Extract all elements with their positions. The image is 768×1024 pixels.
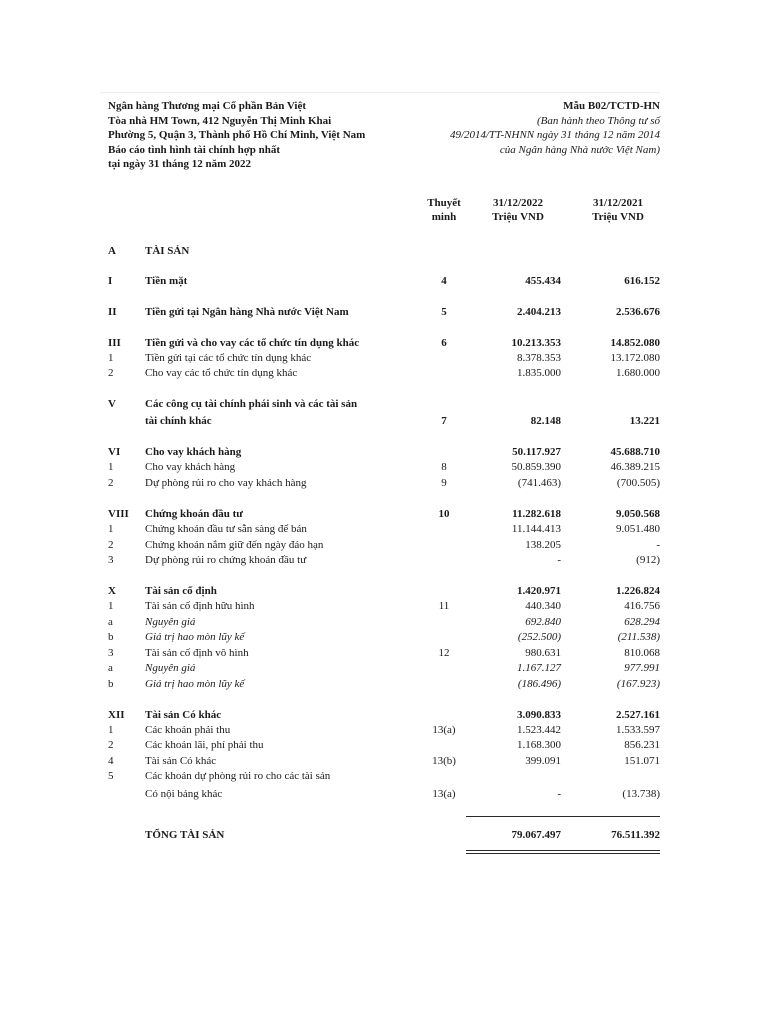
table-row — [0, 754, 768, 768]
row-code: VIII — [108, 508, 129, 520]
row-code: 2 — [108, 367, 114, 379]
table-row — [0, 522, 768, 536]
row-value-2022: (741.463) — [517, 477, 561, 489]
table-row — [0, 351, 768, 365]
row-value-2022: 2.404.213 — [517, 306, 561, 318]
table-row — [0, 244, 768, 258]
row-label: Chứng khoán đầu tư — [145, 508, 243, 520]
row-note: 12 — [438, 647, 450, 659]
row-value-2022: - — [557, 788, 561, 800]
row-label: Tiền gửi tại các tổ chức tín dụng khác — [145, 352, 312, 364]
form-regulation-line1: (Ban hành theo Thông tư số — [536, 114, 660, 127]
row-note: 11 — [438, 600, 450, 612]
row-label: Tài sản Có khác — [145, 755, 217, 767]
row-note: 9 — [441, 477, 447, 489]
row-value-2021: (700.505) — [616, 477, 660, 489]
row-label: Tài sản cố định vô hình — [145, 647, 249, 659]
row-value-2021: 9.051.480 — [616, 523, 660, 535]
row-value-2021: 977.991 — [624, 662, 660, 674]
table-row — [0, 615, 768, 629]
row-label: Tài sản Có khác — [145, 709, 222, 721]
row-code: A — [108, 245, 116, 257]
row-label: Các khoản dự phòng rủi ro cho các tài sản — [145, 770, 331, 782]
column-header-2022-unit: Triệu VND — [492, 211, 544, 223]
row-value-2021: (167.923) — [616, 678, 660, 690]
row-label: Dự phòng rủi ro cho vay khách hàng — [145, 477, 307, 489]
report-date: tại ngày 31 tháng 12 năm 2022 — [108, 158, 252, 170]
row-value-2022: 82.148 — [530, 415, 561, 427]
row-value-2022: 399.091 — [525, 755, 561, 767]
row-value-2022: 455.434 — [525, 275, 561, 287]
row-label: Nguyên giá — [145, 616, 196, 628]
row-label: Giá trị hao mòn lũy kế — [145, 631, 245, 643]
row-value-2021: (13.738) — [622, 788, 660, 800]
row-value-2021: (211.538) — [617, 631, 660, 643]
table-row — [0, 397, 768, 411]
row-value-2021: 416.756 — [624, 600, 660, 612]
row-value-2022: - — [557, 554, 561, 566]
form-regulation-line2: 49/2014/TT-NHNN ngày 31 tháng 12 năm 2014 — [449, 129, 660, 141]
row-note: 8 — [441, 461, 447, 473]
row-label: Nguyên giá — [145, 662, 196, 674]
row-note: 13(b) — [432, 755, 456, 767]
row-label: Có nội bảng khác — [145, 788, 223, 800]
row-label: Tiền gửi tại Ngân hàng Nhà nước Việt Nam — [145, 306, 349, 318]
row-code: 1 — [108, 461, 114, 473]
row-value-2021: 14.852.080 — [610, 337, 660, 349]
row-value-2021: 616.152 — [624, 275, 660, 287]
row-code: V — [108, 398, 116, 410]
total-double-rule-1 — [466, 850, 660, 851]
company-header — [108, 99, 365, 172]
row-label: TÀI SẢN — [145, 245, 190, 257]
row-note: 13(a) — [432, 788, 456, 800]
row-code: I — [108, 275, 113, 287]
table-row — [0, 414, 768, 428]
row-value-2022: (186.496) — [517, 678, 561, 690]
table-row — [0, 366, 768, 380]
row-label: TỔNG TÀI SẢN — [145, 829, 225, 841]
row-label: Các khoản lãi, phí phải thu — [145, 739, 264, 751]
company-address-line2: Phường 5, Quận 3, Thành phố Hồ Chí Minh, Việt Nam — [108, 129, 366, 141]
row-value-2021: 1.533.597 — [616, 724, 660, 736]
row-value-2021: - — [656, 539, 660, 551]
form-reference — [450, 99, 660, 157]
row-label: Cho vay khách hàng — [145, 461, 236, 473]
table-row — [0, 708, 768, 722]
column-header-2022 — [478, 196, 558, 224]
company-address-line1: Tòa nhà HM Town, 412 Nguyễn Thị Minh Khai — [108, 114, 332, 127]
row-value-2021: 1.226.824 — [616, 585, 660, 597]
table-row — [0, 584, 768, 598]
column-header-2021-unit: Triệu VND — [592, 211, 644, 223]
table-row — [0, 445, 768, 459]
table-row — [0, 723, 768, 737]
table-row — [0, 507, 768, 521]
row-label: Tiền gửi và cho vay các tổ chức tín dụng khác — [145, 337, 360, 349]
table-row — [0, 274, 768, 288]
row-note: 5 — [441, 306, 447, 318]
row-code: 3 — [108, 554, 114, 566]
company-name: Ngân hàng Thương mại Cổ phần Bản Việt — [108, 100, 307, 112]
row-value-2021: 2.527.161 — [616, 709, 660, 721]
row-note: 6 — [441, 337, 447, 349]
row-value-2021: 13.221 — [629, 415, 660, 427]
row-code: 2 — [108, 739, 114, 751]
row-value-2022: 50.117.927 — [512, 446, 561, 458]
row-note: 13(a) — [432, 724, 456, 736]
row-code: 1 — [108, 724, 114, 736]
row-value-2022: 11.144.413 — [511, 523, 561, 535]
row-label: Dự phòng rủi ro chứng khoán đầu tư — [145, 554, 307, 566]
row-code: XII — [108, 709, 125, 721]
row-code: 1 — [108, 352, 114, 364]
row-value-2021: 13.172.080 — [610, 352, 660, 364]
row-value-2022: 1.420.971 — [517, 585, 561, 597]
row-code: 4 — [108, 755, 114, 767]
row-note: 10 — [438, 508, 450, 520]
row-value-2022: 11.282.618 — [512, 508, 561, 520]
row-value-2021: 76.511.392 — [611, 829, 660, 841]
table-row — [0, 630, 768, 644]
row-value-2022: 1.167.127 — [517, 662, 561, 674]
table-row — [0, 599, 768, 613]
row-value-2022: 79.067.497 — [511, 829, 561, 841]
row-value-2021: 45.688.710 — [610, 446, 660, 458]
row-code: 2 — [108, 539, 114, 551]
row-label: Tài sản cố định — [145, 585, 217, 597]
table-row — [0, 476, 768, 490]
row-value-2021: 628.294 — [624, 616, 660, 628]
row-value-2022: 138.205 — [525, 539, 561, 551]
row-value-2022: 50.859.390 — [511, 461, 561, 473]
row-value-2022: 10.213.353 — [511, 337, 561, 349]
row-value-2021: 46.389.215 — [610, 461, 660, 473]
row-value-2022: 1.835.000 — [517, 367, 561, 379]
table-row — [0, 661, 768, 675]
row-value-2021: 1.680.000 — [616, 367, 660, 379]
row-label: Cho vay khách hàng — [145, 446, 242, 458]
row-note: 7 — [441, 415, 447, 427]
row-code: 1 — [108, 600, 114, 612]
row-code: a — [108, 662, 113, 674]
row-value-2021: (912) — [636, 554, 660, 566]
row-value-2022: 3.090.833 — [517, 709, 561, 721]
row-code: b — [108, 678, 114, 690]
column-header-note — [420, 196, 468, 224]
row-code: II — [108, 306, 117, 318]
table-row — [0, 305, 768, 319]
table-row — [0, 538, 768, 552]
row-value-2021: 151.071 — [624, 755, 660, 767]
row-code: 5 — [108, 770, 114, 782]
row-value-2021: 9.050.568 — [616, 508, 660, 520]
table-row — [0, 553, 768, 567]
row-value-2022: (252.500) — [517, 631, 561, 643]
row-label: Các công cụ tài chính phái sinh và các tài sản — [145, 398, 358, 410]
row-value-2021: 2.536.676 — [616, 306, 660, 318]
top-border-line — [100, 92, 660, 93]
row-code: III — [108, 337, 121, 349]
table-row — [0, 677, 768, 691]
row-label: Các khoản phải thu — [145, 724, 231, 736]
table-row — [0, 336, 768, 350]
row-value-2022: 1.523.442 — [517, 724, 561, 736]
row-code: VI — [108, 446, 121, 458]
column-header-note-line1: Thuyết — [427, 197, 461, 209]
row-code: 2 — [108, 477, 114, 489]
row-code: 1 — [108, 523, 114, 535]
column-header-note-line2: minh — [431, 211, 457, 223]
row-value-2021: 856.231 — [624, 739, 660, 751]
row-value-2022: 980.631 — [525, 647, 561, 659]
row-note: 4 — [441, 275, 447, 287]
report-title: Báo cáo tình hình tài chính hợp nhất — [108, 143, 281, 156]
form-code: Mẫu B02/TCTD-HN — [563, 100, 660, 112]
table-row — [0, 769, 768, 783]
row-label: Cho vay các tổ chức tín dụng khác — [145, 367, 298, 379]
total-top-rule — [466, 816, 660, 817]
row-label: Giá trị hao mòn lũy kế — [145, 678, 245, 690]
table-row — [0, 460, 768, 474]
row-code: 3 — [108, 647, 114, 659]
row-label: tài chính khác — [145, 415, 212, 427]
table-row — [0, 738, 768, 752]
row-value-2022: 1.168.300 — [517, 739, 561, 751]
column-header-2021 — [578, 196, 658, 224]
row-value-2022: 692.840 — [525, 616, 561, 628]
form-regulation-line3: của Ngân hàng Nhà nước Việt Nam) — [499, 143, 660, 156]
row-code: b — [108, 631, 114, 643]
row-code: X — [108, 585, 116, 597]
row-label: Chứng khoán đầu tư sẵn sàng để bán — [145, 523, 307, 535]
row-label: Chứng khoán nắm giữ đến ngày đáo hạn — [145, 539, 324, 551]
row-value-2022: 8.378.353 — [517, 352, 561, 364]
row-code: a — [108, 616, 113, 628]
row-label: Tài sản cố định hữu hình — [145, 600, 255, 612]
column-header-2022-date: 31/12/2022 — [492, 197, 544, 209]
row-value-2022: 440.340 — [525, 600, 561, 612]
table-row — [0, 787, 768, 801]
row-value-2021: 810.068 — [624, 647, 660, 659]
total-double-rule-2 — [466, 853, 660, 854]
table-row — [0, 646, 768, 660]
row-label: Tiền mặt — [145, 275, 188, 287]
column-header-2021-date: 31/12/2021 — [592, 197, 644, 209]
total-row — [0, 828, 768, 842]
